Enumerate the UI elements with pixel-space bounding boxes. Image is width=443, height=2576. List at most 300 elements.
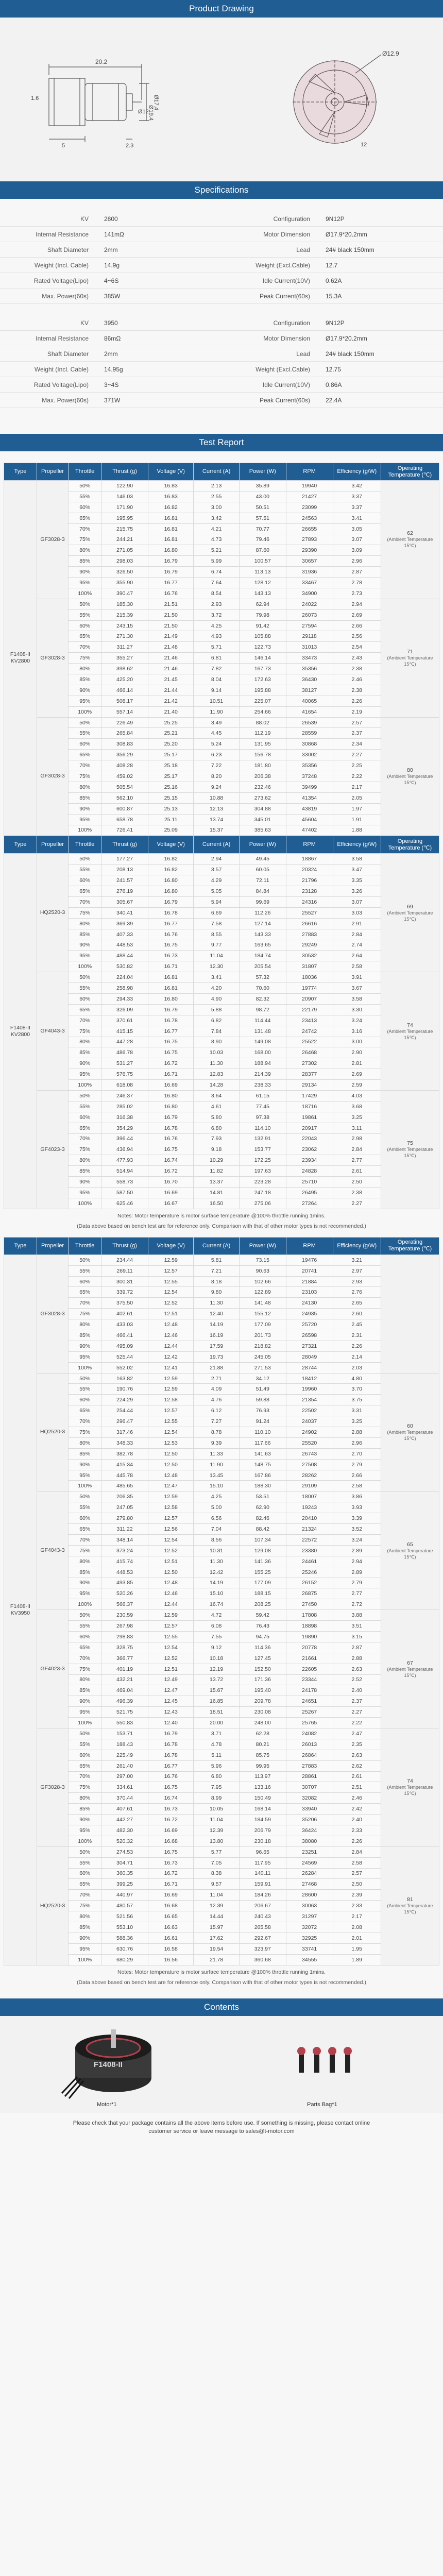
data-cell: 16.81 bbox=[148, 983, 194, 994]
data-cell: 65% bbox=[69, 750, 101, 760]
data-cell: 2.63 bbox=[333, 1664, 381, 1674]
data-cell: 16.81 bbox=[148, 523, 194, 534]
data-cell: 401.19 bbox=[101, 1664, 148, 1674]
data-cell: 181.80 bbox=[239, 760, 286, 771]
data-cell: 16.77 bbox=[148, 578, 194, 588]
data-cell: 128.12 bbox=[239, 578, 286, 588]
data-cell: 197.63 bbox=[239, 1166, 286, 1177]
data-cell: 26468 bbox=[286, 1047, 333, 1058]
data-cell: 26864 bbox=[286, 1750, 333, 1760]
data-cell: 23344 bbox=[286, 1674, 333, 1685]
motor-type-cell: F1408-II KV3950 bbox=[4, 1255, 37, 1965]
spec-label: Peak Current(60s) bbox=[259, 292, 310, 300]
data-cell: 2.62 bbox=[333, 1760, 381, 1771]
data-cell: 188.30 bbox=[239, 1481, 286, 1492]
data-cell: 4.09 bbox=[194, 1384, 239, 1395]
data-cell: 184.26 bbox=[239, 1890, 286, 1901]
data-cell: 112.26 bbox=[239, 907, 286, 918]
table-row bbox=[4, 1868, 439, 1879]
table-row bbox=[4, 1718, 439, 1728]
table-row bbox=[4, 1621, 439, 1632]
data-cell: 4.76 bbox=[194, 1395, 239, 1405]
spec-cell bbox=[0, 366, 222, 373]
data-cell: 3.47 bbox=[333, 865, 381, 875]
data-cell: 245.05 bbox=[239, 1351, 286, 1362]
data-cell: 70.77 bbox=[239, 523, 286, 534]
spec-label: Max. Power(60s) bbox=[42, 292, 89, 300]
spec-label: Weight (Incl. Cable) bbox=[34, 261, 89, 269]
data-cell: 18.51 bbox=[194, 1707, 239, 1718]
table-row bbox=[4, 1502, 439, 1513]
data-cell: 195.95 bbox=[101, 513, 148, 523]
data-cell: 366.77 bbox=[101, 1653, 148, 1664]
data-cell: 2.96 bbox=[333, 556, 381, 567]
table-row bbox=[4, 1922, 439, 1933]
data-cell: 8.90 bbox=[194, 1037, 239, 1047]
data-cell: 38127 bbox=[286, 685, 333, 696]
table-row bbox=[4, 1470, 439, 1481]
spec-cell bbox=[0, 215, 222, 223]
dim-h2: 2.3 bbox=[126, 143, 134, 149]
spec-value: 12.7 bbox=[326, 261, 338, 269]
data-cell: 16.75 bbox=[148, 1144, 194, 1155]
data-cell: 50% bbox=[69, 1492, 101, 1502]
data-cell: 11.30 bbox=[194, 1298, 239, 1309]
data-cell: 95% bbox=[69, 1351, 101, 1362]
column-header: Throttle bbox=[69, 836, 101, 854]
data-cell: 188.15 bbox=[239, 1588, 286, 1599]
data-cell: 3.37 bbox=[333, 502, 381, 513]
dim-h1: 5 bbox=[62, 143, 65, 149]
data-cell: 27450 bbox=[286, 1599, 333, 1610]
column-header: RPM bbox=[286, 1237, 333, 1255]
table-row bbox=[4, 972, 439, 983]
data-cell: 17.59 bbox=[194, 1341, 239, 1351]
data-cell: 334.61 bbox=[101, 1782, 148, 1793]
table-row bbox=[4, 1760, 439, 1771]
table-row bbox=[4, 771, 439, 782]
data-cell: 360.35 bbox=[101, 1868, 148, 1879]
data-cell: 2.97 bbox=[333, 1265, 381, 1276]
temperature-cell bbox=[381, 972, 439, 1091]
data-cell: 2.91 bbox=[333, 918, 381, 929]
data-cell: 172.25 bbox=[239, 1155, 286, 1166]
table-row bbox=[4, 631, 439, 642]
data-cell: 50% bbox=[69, 854, 101, 865]
data-cell: 168.00 bbox=[239, 1047, 286, 1058]
data-cell: 3.30 bbox=[333, 1004, 381, 1015]
data-cell: 12.83 bbox=[194, 1069, 239, 1080]
data-cell: 2.94 bbox=[333, 1556, 381, 1567]
data-cell: 75% bbox=[69, 1545, 101, 1556]
table-row bbox=[4, 907, 439, 918]
data-cell: 88.02 bbox=[239, 717, 286, 728]
data-cell: 16.85 bbox=[194, 1696, 239, 1707]
column-header: Efficiency (g/W) bbox=[333, 463, 381, 481]
data-cell: 122.89 bbox=[239, 1287, 286, 1298]
spec-row bbox=[0, 346, 443, 362]
data-cell: 19.73 bbox=[194, 1351, 239, 1362]
data-cell: 60% bbox=[69, 620, 101, 631]
data-cell: 110.10 bbox=[239, 1427, 286, 1438]
table-row bbox=[4, 1492, 439, 1502]
spec-value: 86mΩ bbox=[104, 334, 121, 342]
data-cell: 3.91 bbox=[333, 972, 381, 983]
data-cell: 59.88 bbox=[239, 1395, 286, 1405]
data-cell: 12.30 bbox=[194, 961, 239, 972]
data-cell: 3.42 bbox=[333, 481, 381, 492]
table-row bbox=[4, 1750, 439, 1760]
data-cell: 49.45 bbox=[239, 854, 286, 865]
data-cell: 132.91 bbox=[239, 1133, 286, 1144]
data-cell: 25710 bbox=[286, 1177, 333, 1188]
data-cell: 12.48 bbox=[148, 1470, 194, 1481]
data-cell: 2.78 bbox=[333, 578, 381, 588]
propeller-cell: HQ2520-3 bbox=[37, 1373, 68, 1492]
data-cell: 70% bbox=[69, 1015, 101, 1026]
data-cell: 16.75 bbox=[148, 1846, 194, 1857]
data-cell: 12.57 bbox=[148, 1513, 194, 1524]
data-cell: 141.48 bbox=[239, 1298, 286, 1309]
data-cell: 469.04 bbox=[101, 1685, 148, 1696]
table-row bbox=[4, 929, 439, 940]
data-cell: 26875 bbox=[286, 1588, 333, 1599]
spec-block-1 bbox=[0, 211, 443, 304]
data-cell: 300.31 bbox=[101, 1276, 148, 1287]
data-cell: 25.09 bbox=[148, 825, 194, 836]
data-cell: 436.94 bbox=[101, 1144, 148, 1155]
data-cell: 12.54 bbox=[148, 1534, 194, 1545]
ambient-note: (Ambient Temperature 15℃) bbox=[387, 1903, 433, 1915]
data-cell: 55% bbox=[69, 865, 101, 875]
data-cell: 8.04 bbox=[194, 674, 239, 685]
data-cell: 16.78 bbox=[148, 1739, 194, 1750]
data-cell: 100% bbox=[69, 1836, 101, 1846]
data-cell: 91.42 bbox=[239, 620, 286, 631]
data-cell: 2.73 bbox=[333, 588, 381, 599]
data-cell: 308.83 bbox=[101, 739, 148, 750]
data-cell: 133.16 bbox=[239, 1782, 286, 1793]
data-cell: 24651 bbox=[286, 1696, 333, 1707]
data-cell: 7.82 bbox=[194, 664, 239, 674]
data-cell: 29249 bbox=[286, 940, 333, 951]
data-cell: 448.53 bbox=[101, 1567, 148, 1578]
data-cell: 16.78 bbox=[148, 907, 194, 918]
spec-label: Max. Power(60s) bbox=[42, 396, 89, 404]
data-cell: 96.65 bbox=[239, 1846, 286, 1857]
data-cell: 9.24 bbox=[194, 782, 239, 792]
data-cell: 13.74 bbox=[194, 814, 239, 825]
table-row bbox=[4, 1437, 439, 1448]
data-cell: 23128 bbox=[286, 886, 333, 897]
data-cell: 396.44 bbox=[101, 1133, 148, 1144]
data-cell: 15.10 bbox=[194, 1481, 239, 1492]
data-cell: 70% bbox=[69, 642, 101, 653]
data-cell: 77.45 bbox=[239, 1101, 286, 1112]
table-header-row bbox=[4, 463, 439, 481]
package-contents-illustration bbox=[0, 2016, 443, 2113]
data-cell: 12.47 bbox=[148, 1481, 194, 1492]
table-row bbox=[4, 1782, 439, 1793]
data-cell: 297.00 bbox=[101, 1771, 148, 1782]
propeller-cell: GF4023-3 bbox=[37, 1090, 68, 1209]
data-cell: 12.46 bbox=[148, 1588, 194, 1599]
data-cell: 7.22 bbox=[194, 760, 239, 771]
data-cell: 1.97 bbox=[333, 803, 381, 814]
data-cell: 2.90 bbox=[333, 1047, 381, 1058]
table-row bbox=[4, 1198, 439, 1209]
dim-d2: Ø17.4 bbox=[153, 95, 159, 110]
data-cell: 11.30 bbox=[194, 1058, 239, 1069]
column-header: Propeller bbox=[37, 836, 68, 854]
data-cell: 2.87 bbox=[333, 1642, 381, 1653]
data-cell: 3.25 bbox=[333, 1112, 381, 1123]
data-cell: 16.74 bbox=[148, 1155, 194, 1166]
spec-cell bbox=[222, 277, 443, 284]
data-cell: 12.40 bbox=[194, 1309, 239, 1319]
data-cell: 55% bbox=[69, 609, 101, 620]
data-cell: 65% bbox=[69, 513, 101, 523]
data-cell: 2.40 bbox=[333, 1685, 381, 1696]
table-row bbox=[4, 685, 439, 696]
data-cell: 4.90 bbox=[194, 993, 239, 1004]
data-cell: 215.75 bbox=[101, 523, 148, 534]
package-contents bbox=[0, 2016, 443, 2113]
data-cell: 10.05 bbox=[194, 1804, 239, 1815]
data-cell: 16.82 bbox=[148, 502, 194, 513]
data-cell: 5.80 bbox=[194, 1112, 239, 1123]
data-cell: 94.75 bbox=[239, 1631, 286, 1642]
test-report bbox=[0, 451, 443, 1998]
table-row bbox=[4, 1395, 439, 1405]
data-cell: 2.50 bbox=[333, 1879, 381, 1890]
data-cell: 369.39 bbox=[101, 918, 148, 929]
data-cell: 25.17 bbox=[148, 750, 194, 760]
data-cell: 2.26 bbox=[333, 1341, 381, 1351]
spec-cell bbox=[0, 246, 222, 253]
data-cell: 7.95 bbox=[194, 1782, 239, 1793]
data-cell: 25520 bbox=[286, 1437, 333, 1448]
data-cell: 373.24 bbox=[101, 1545, 148, 1556]
data-cell: 95% bbox=[69, 814, 101, 825]
data-cell: 16.81 bbox=[148, 972, 194, 983]
temperature-cell bbox=[381, 1610, 439, 1728]
data-cell: 3.58 bbox=[333, 854, 381, 865]
data-cell: 85% bbox=[69, 556, 101, 567]
data-cell: 75% bbox=[69, 1427, 101, 1438]
data-cell: 226.49 bbox=[101, 717, 148, 728]
data-cell: 60% bbox=[69, 502, 101, 513]
spec-cell bbox=[222, 293, 443, 300]
spec-value: 14.95g bbox=[104, 365, 123, 373]
data-cell: 247.05 bbox=[101, 1502, 148, 1513]
data-cell: 9.80 bbox=[194, 1287, 239, 1298]
table-row bbox=[4, 814, 439, 825]
data-cell: 16.73 bbox=[148, 1804, 194, 1815]
data-cell: 55% bbox=[69, 1739, 101, 1750]
data-cell: 80% bbox=[69, 782, 101, 792]
column-header: Propeller bbox=[37, 1237, 68, 1255]
data-cell: 3.70 bbox=[333, 1384, 381, 1395]
data-cell: 6.56 bbox=[194, 1513, 239, 1524]
data-cell: 16.80 bbox=[148, 1101, 194, 1112]
data-cell: 514.94 bbox=[101, 1166, 148, 1177]
data-cell: 60% bbox=[69, 1395, 101, 1405]
data-cell: 188.43 bbox=[101, 1739, 148, 1750]
data-cell: 19960 bbox=[286, 1384, 333, 1395]
propeller-cell: GF3028-3 bbox=[37, 1728, 68, 1846]
column-header: Operating Temperature (℃) bbox=[381, 836, 439, 854]
table-row bbox=[4, 1911, 439, 1922]
data-cell: 21427 bbox=[286, 491, 333, 502]
data-cell: 292.67 bbox=[239, 1933, 286, 1943]
data-cell: 407.33 bbox=[101, 929, 148, 940]
dim-width-top: 20.2 bbox=[95, 58, 108, 65]
data-cell: 25246 bbox=[286, 1567, 333, 1578]
data-cell: 4.78 bbox=[194, 1739, 239, 1750]
data-cell: 172.63 bbox=[239, 674, 286, 685]
data-cell: 159.91 bbox=[239, 1879, 286, 1890]
data-cell: 3.15 bbox=[333, 1631, 381, 1642]
data-cell: 60% bbox=[69, 1868, 101, 1879]
data-cell: 27508 bbox=[286, 1459, 333, 1470]
data-cell: 18036 bbox=[286, 972, 333, 983]
data-cell: 16.82 bbox=[148, 865, 194, 875]
data-cell: 184.74 bbox=[239, 951, 286, 961]
table-row bbox=[4, 1578, 439, 1588]
table-row bbox=[4, 1954, 439, 1965]
data-cell: 2.79 bbox=[333, 1578, 381, 1588]
data-cell: 261.40 bbox=[101, 1760, 148, 1771]
data-cell: 70% bbox=[69, 1416, 101, 1427]
data-cell: 224.29 bbox=[101, 1395, 148, 1405]
spec-label: Weight (Incl. Cable) bbox=[34, 365, 89, 373]
table-row bbox=[4, 875, 439, 886]
data-cell: 3.39 bbox=[333, 1513, 381, 1524]
data-cell: 27893 bbox=[286, 534, 333, 545]
data-cell: 16.58 bbox=[148, 1943, 194, 1954]
data-cell: 16.63 bbox=[148, 1922, 194, 1933]
data-cell: 62.28 bbox=[239, 1728, 286, 1739]
data-cell: 588.36 bbox=[101, 1933, 148, 1943]
table-row bbox=[4, 854, 439, 865]
data-cell: 114.10 bbox=[239, 1123, 286, 1133]
data-cell: 90% bbox=[69, 1578, 101, 1588]
table-row bbox=[4, 1188, 439, 1198]
propeller-cell: HQ2520-3 bbox=[37, 854, 68, 972]
data-cell: 85% bbox=[69, 929, 101, 940]
data-cell: 168.14 bbox=[239, 1804, 286, 1815]
spec-value: 15.3A bbox=[326, 292, 342, 300]
data-cell: 433.03 bbox=[101, 1319, 148, 1330]
data-cell: 30868 bbox=[286, 739, 333, 750]
data-cell: 16.81 bbox=[148, 534, 194, 545]
data-cell: 9.39 bbox=[194, 1437, 239, 1448]
data-cell: 55% bbox=[69, 1384, 101, 1395]
data-cell: 7.58 bbox=[194, 918, 239, 929]
data-cell: 459.02 bbox=[101, 771, 148, 782]
data-cell: 16.80 bbox=[148, 875, 194, 886]
data-cell: 466.41 bbox=[101, 1330, 148, 1341]
data-cell: 3.11 bbox=[333, 1123, 381, 1133]
spec-label: Motor Dimension bbox=[263, 230, 310, 238]
data-cell: 143.13 bbox=[239, 588, 286, 599]
data-cell: 90% bbox=[69, 1341, 101, 1351]
data-cell: 99.95 bbox=[239, 1760, 286, 1771]
table-row bbox=[4, 1567, 439, 1578]
data-cell: 558.73 bbox=[101, 1177, 148, 1188]
motor-label: F1408-II bbox=[94, 2060, 123, 2069]
data-cell: 100% bbox=[69, 588, 101, 599]
data-cell: 24828 bbox=[286, 1166, 333, 1177]
data-cell: 21.42 bbox=[148, 696, 194, 706]
data-cell: 16.82 bbox=[148, 854, 194, 865]
spec-cell bbox=[222, 215, 443, 223]
data-cell: 16.61 bbox=[148, 1933, 194, 1943]
data-cell: 2.72 bbox=[333, 1599, 381, 1610]
data-cell: 35206 bbox=[286, 1815, 333, 1825]
data-cell: 146.14 bbox=[239, 653, 286, 664]
temperature-value: 75 bbox=[407, 1140, 413, 1147]
data-cell: 12.41 bbox=[148, 1362, 194, 1373]
data-cell: 60.05 bbox=[239, 865, 286, 875]
data-cell: 14.19 bbox=[194, 1578, 239, 1588]
spec-label: Rated Voltage(Lipo) bbox=[33, 277, 89, 284]
data-cell: 50.51 bbox=[239, 502, 286, 513]
spec-value: 2mm bbox=[104, 350, 118, 358]
column-header: RPM bbox=[286, 836, 333, 854]
data-cell: 26743 bbox=[286, 1448, 333, 1459]
data-cell: 60% bbox=[69, 1631, 101, 1642]
data-cell: 276.19 bbox=[101, 886, 148, 897]
dim-side: 12 bbox=[361, 142, 367, 148]
data-cell: 80% bbox=[69, 1911, 101, 1922]
table-row bbox=[4, 653, 439, 664]
temperature-value: 74 bbox=[407, 1022, 413, 1028]
column-header: Voltage (V) bbox=[148, 1237, 194, 1255]
data-cell: 16.73 bbox=[148, 1857, 194, 1868]
data-cell: 75% bbox=[69, 907, 101, 918]
data-cell: 3.35 bbox=[333, 875, 381, 886]
data-cell: 100% bbox=[69, 706, 101, 717]
data-cell: 33002 bbox=[286, 750, 333, 760]
spec-label: Configuration bbox=[273, 319, 310, 327]
data-cell: 267.98 bbox=[101, 1621, 148, 1632]
spec-cell bbox=[222, 231, 443, 238]
table-row bbox=[4, 1405, 439, 1416]
table-row bbox=[4, 865, 439, 875]
data-cell: 100% bbox=[69, 1954, 101, 1965]
data-cell: 486.78 bbox=[101, 1047, 148, 1058]
data-cell: 85% bbox=[69, 674, 101, 685]
data-cell: 62.94 bbox=[239, 599, 286, 609]
data-cell: 3.03 bbox=[333, 907, 381, 918]
data-cell: 167.73 bbox=[239, 664, 286, 674]
spec-label: Internal Resistance bbox=[36, 334, 89, 342]
data-cell: 70% bbox=[69, 1298, 101, 1309]
data-cell: 8.38 bbox=[194, 1868, 239, 1879]
propeller-cell: GF4043-3 bbox=[37, 972, 68, 1091]
data-cell: 18007 bbox=[286, 1492, 333, 1502]
table-row bbox=[4, 1319, 439, 1330]
data-cell: 100% bbox=[69, 1599, 101, 1610]
data-cell: 298.83 bbox=[101, 1631, 148, 1642]
data-cell: 163.65 bbox=[239, 940, 286, 951]
table-row bbox=[4, 1846, 439, 1857]
table-row bbox=[4, 792, 439, 803]
data-cell: 45604 bbox=[286, 814, 333, 825]
spec-cell bbox=[0, 397, 222, 404]
